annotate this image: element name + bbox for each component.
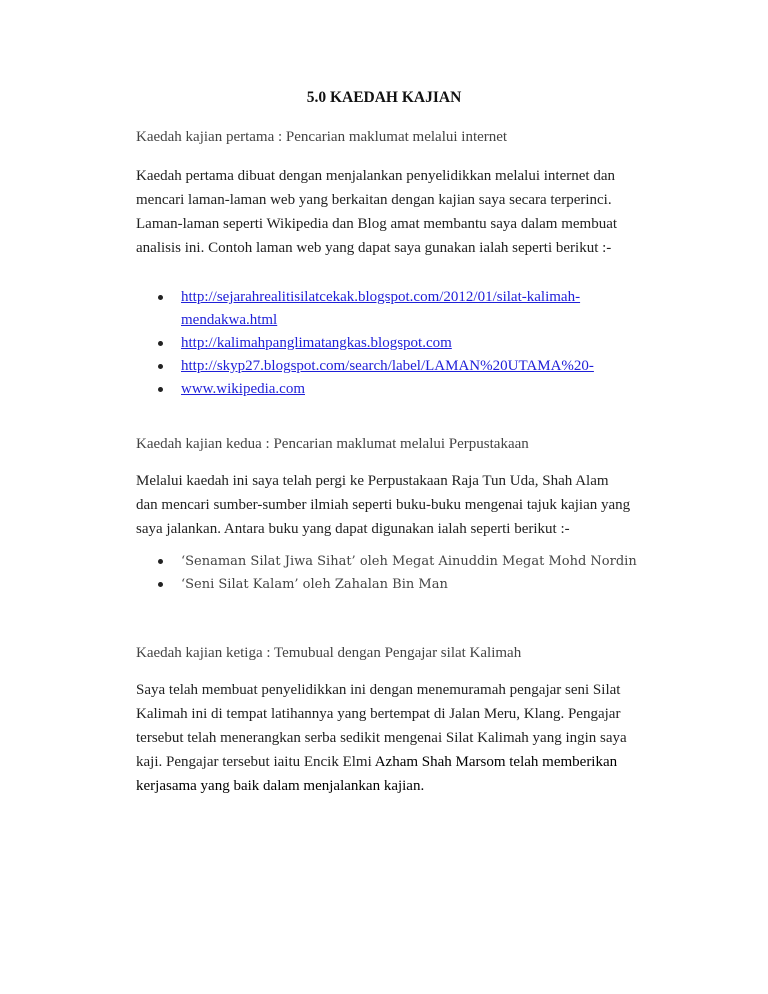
list-item [136,332,594,355]
section1-paragraph [136,164,636,260]
page-title: 5.0 KAEDAH KAJIAN [306,89,462,106]
paragraph-line: saya jalankan. Antara buku yang dapat digunakan ialah seperti berikut :- [136,521,570,537]
bullet-icon [158,295,163,300]
paragraph-line: dan mencari sumber-sumber ilmiah seperti buku-buku mengenai tajuk kajian yang [136,497,631,513]
link-kalimahpanglimatangkas[interactable]: http://kalimahpanglimatangkas.blogspot.com [181,335,452,351]
paragraph-line: Melalui kaedah ini saya telah pergi ke Perpustakaan Raja Tun Uda, Shah Alam [136,473,609,489]
link-skyp27[interactable]: http://skyp27.blogspot.com/search/label/LAMAN%20UTAMA%20- [181,358,594,374]
paragraph-line: Kaedah pertama dibuat dengan menjalankan penyelidikkan melalui internet dan [136,168,615,184]
book-list [136,550,637,596]
section3-paragraph [136,678,636,798]
list-item [136,573,637,596]
paragraph-line: analisis ini. Contoh laman web yang dapat saya gunakan ialah seperti berikut :- [136,240,612,256]
paragraph-line [136,750,636,774]
link-wikipedia[interactable]: www.wikipedia.com [181,381,305,397]
section1-heading: Kaedah kajian pertama : Pencarian maklumat melalui internet [136,129,508,145]
section2-paragraph [136,469,636,541]
book-entry: ‘Senaman Silat Jiwa Sihat’ oleh Megat Ainuddin Megat Mohd Nordin [181,554,637,569]
paragraph-line: kerjasama yang baik dalam menjalankan kajian. [136,778,425,794]
paragraph-line: Kalimah ini di tempat latihannya yang bertempat di Jalan Meru, Klang. Pengajar [136,706,621,722]
website-list [136,286,594,401]
bullet-icon [158,582,163,587]
section2-heading: Kaedah kajian kedua : Pencarian maklumat melalui Perpustakaan [136,436,529,452]
instructor-name-text: Azham Shah Marsom telah memberikan [374,754,618,770]
link-sejarahrealitisilatcekak[interactable] [181,286,594,332]
paragraph-line: Saya telah membuat penyelidikkan ini dengan menemuramah pengajar seni Silat [136,682,621,698]
paragraph-line: tersebut telah menerangkan serba sedikit mengenai Silat Kalimah yang ingin saya [136,730,627,746]
list-item [136,286,594,332]
link-text: http://sejarahrealitisilatcekak.blogspot.com/2012/01/silat-kalimah- [181,289,581,305]
book-entry: ‘Seni Silat Kalam’ oleh Zahalan Bin Man [181,577,448,592]
paragraph-line: Laman-laman seperti Wikipedia dan Blog amat membantu saya dalam membuat [136,216,618,232]
bullet-icon [158,341,163,346]
paragraph-line: mencari laman-laman web yang berkaitan dengan kajian saya secara terperinci. [136,192,612,208]
link-text: mendakwa.html [181,312,278,328]
list-item [136,378,594,401]
section3-heading: Kaedah kajian ketiga : Temubual dengan Pengajar silat Kalimah [136,645,522,661]
list-item [136,550,637,573]
bullet-icon [158,387,163,392]
bullet-icon [158,559,163,564]
line-text: kaji. Pengajar tersebut iaitu Encik Elmi [136,754,375,770]
bullet-icon [158,364,163,369]
list-item [136,355,594,378]
